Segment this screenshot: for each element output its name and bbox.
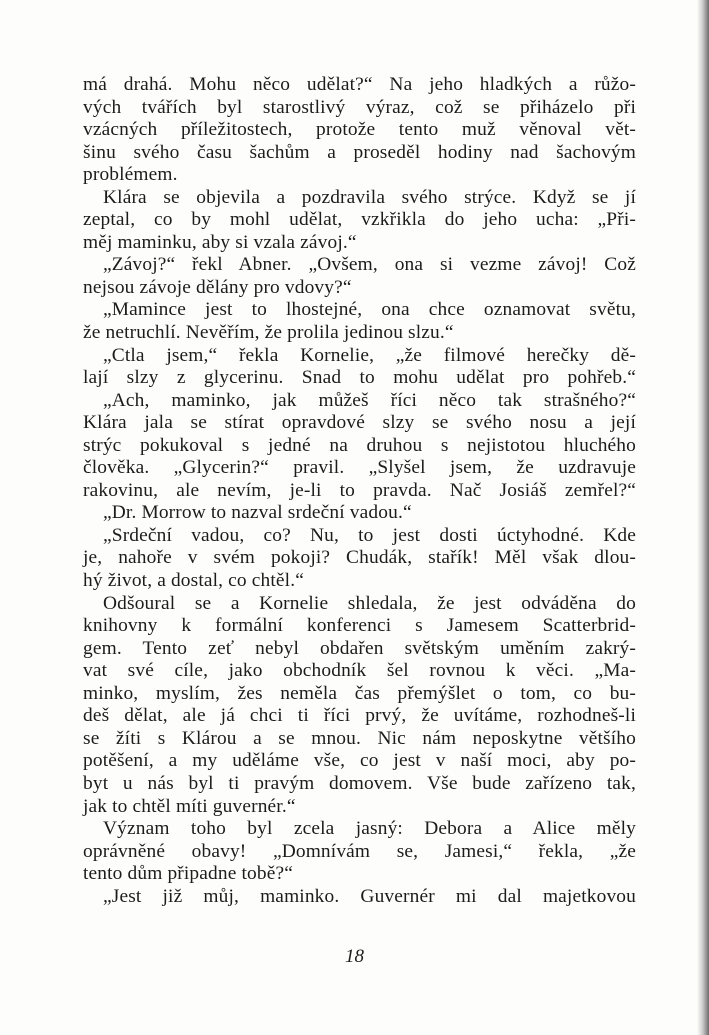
text-line: se žíti s Klárou a se mnou. Nic nám neposkytne většího <box>83 727 636 749</box>
text-line: „Jest již můj, maminko. Guvernér mi dal majetkovou <box>103 885 636 907</box>
text-line: vých tvářích byl starostlivý výraz, což se přiházelo při <box>83 96 636 118</box>
text-line: problémem. <box>83 164 178 186</box>
body-text <box>83 74 636 908</box>
text-line: Klára se objevila a pozdravila svého strýce. Když se jí <box>103 186 636 208</box>
text-line: „Závoj?“ řekl Abner. „Ovšem, ona si vezme závoj! Což <box>103 254 636 276</box>
text-line: je, nahoře v svém pokoji? Chudák, stařík! Měl však dlou- <box>83 547 636 569</box>
text-line: „Mamince jest to lhostejné, ona chce oznamovat světu, <box>103 299 636 321</box>
text-line: hý život, a dostal, co chtěl.“ <box>83 570 304 592</box>
text-line: vat své cíle, jako obchodník šel rovnou k věci. „Ma- <box>83 660 636 682</box>
text-line: potěšení, a my uděláme vše, co jest v naší moci, aby po- <box>83 750 636 772</box>
text-line: Klára jala se stírat opravdové slzy se svého nosu a její <box>83 412 636 434</box>
text-line: člověka. „Glycerin?“ pravil. „Slyšel jsem, že uzdravuje <box>83 457 636 479</box>
text-line: „Srdeční vadou, co? Nu, to jest dosti úctyhodné. Kde <box>103 524 636 546</box>
text-line: rakovinu, ale nevím, je-li to pravda. Nač Josiáš zemřel?“ <box>83 479 636 501</box>
text-line: „Dr. Morrow to nazval srdeční vadou.“ <box>103 502 412 524</box>
text-line: Význam toho byl zcela jasný: Debora a Alice měly <box>103 818 636 840</box>
text-line: že netruchlí. Nevěřím, že prolila jedinou slzu.“ <box>83 322 454 344</box>
text-line: lají slzy z glycerinu. Snad to mohu udělat pro pohřeb.“ <box>83 367 636 389</box>
text-line: „Ach, maminko, jak můžeš říci něco tak strašného?“ <box>103 389 636 411</box>
page-number: 18 <box>345 946 364 967</box>
text-line: vzácných příležitostech, protože tento muž věnoval vět- <box>83 119 636 141</box>
text-line: tento dům připadne tobě?“ <box>83 863 293 885</box>
text-line: nejsou závoje dělány pro vdovy?“ <box>83 276 352 298</box>
text-line: „Ctla jsem,“ řekla Kornelie, „že filmové herečky dě- <box>103 344 636 366</box>
text-line: minko, myslím, žes neměla čas přemýšlet o tom, co bu- <box>83 682 636 704</box>
text-line: oprávněné obavy! „Domnívám se, Jamesi,“ řekla, „že <box>83 840 636 862</box>
text-line: má drahá. Mohu něco udělat?“ Na jeho hladkých a růžo- <box>83 74 636 95</box>
text-line: strýc pokukoval s jedné na druhou s nejistotou hluchého <box>83 434 636 456</box>
text-line: byt u nás byl ti pravým domovem. Vše bude zařízeno tak, <box>83 772 636 794</box>
page-binding-edge <box>697 0 709 1035</box>
text-line: deš dělat, ale já chci ti říci prvý, že uvítáme, rozhodneš-li <box>83 705 636 727</box>
text-line: gem. Tento zeť nebyl obdařen světským uměním zakrý- <box>83 637 636 659</box>
text-line: šinu svého času šachům a proseděl hodiny nad šachovým <box>83 141 636 163</box>
text-line: jak to chtěl míti guvernér.“ <box>83 795 296 817</box>
text-line: měj maminku, aby si vzala závoj.“ <box>83 231 357 253</box>
text-line: zeptal, co by mohl udělat, vzkřikla do jeho ucha: „Při- <box>83 209 636 231</box>
text-line: Odšoural se a Kornelie shledala, že jest odváděna do <box>103 592 636 614</box>
text-line: knihovny k formální konferenci s Jamesem Scatterbrid- <box>83 615 636 637</box>
